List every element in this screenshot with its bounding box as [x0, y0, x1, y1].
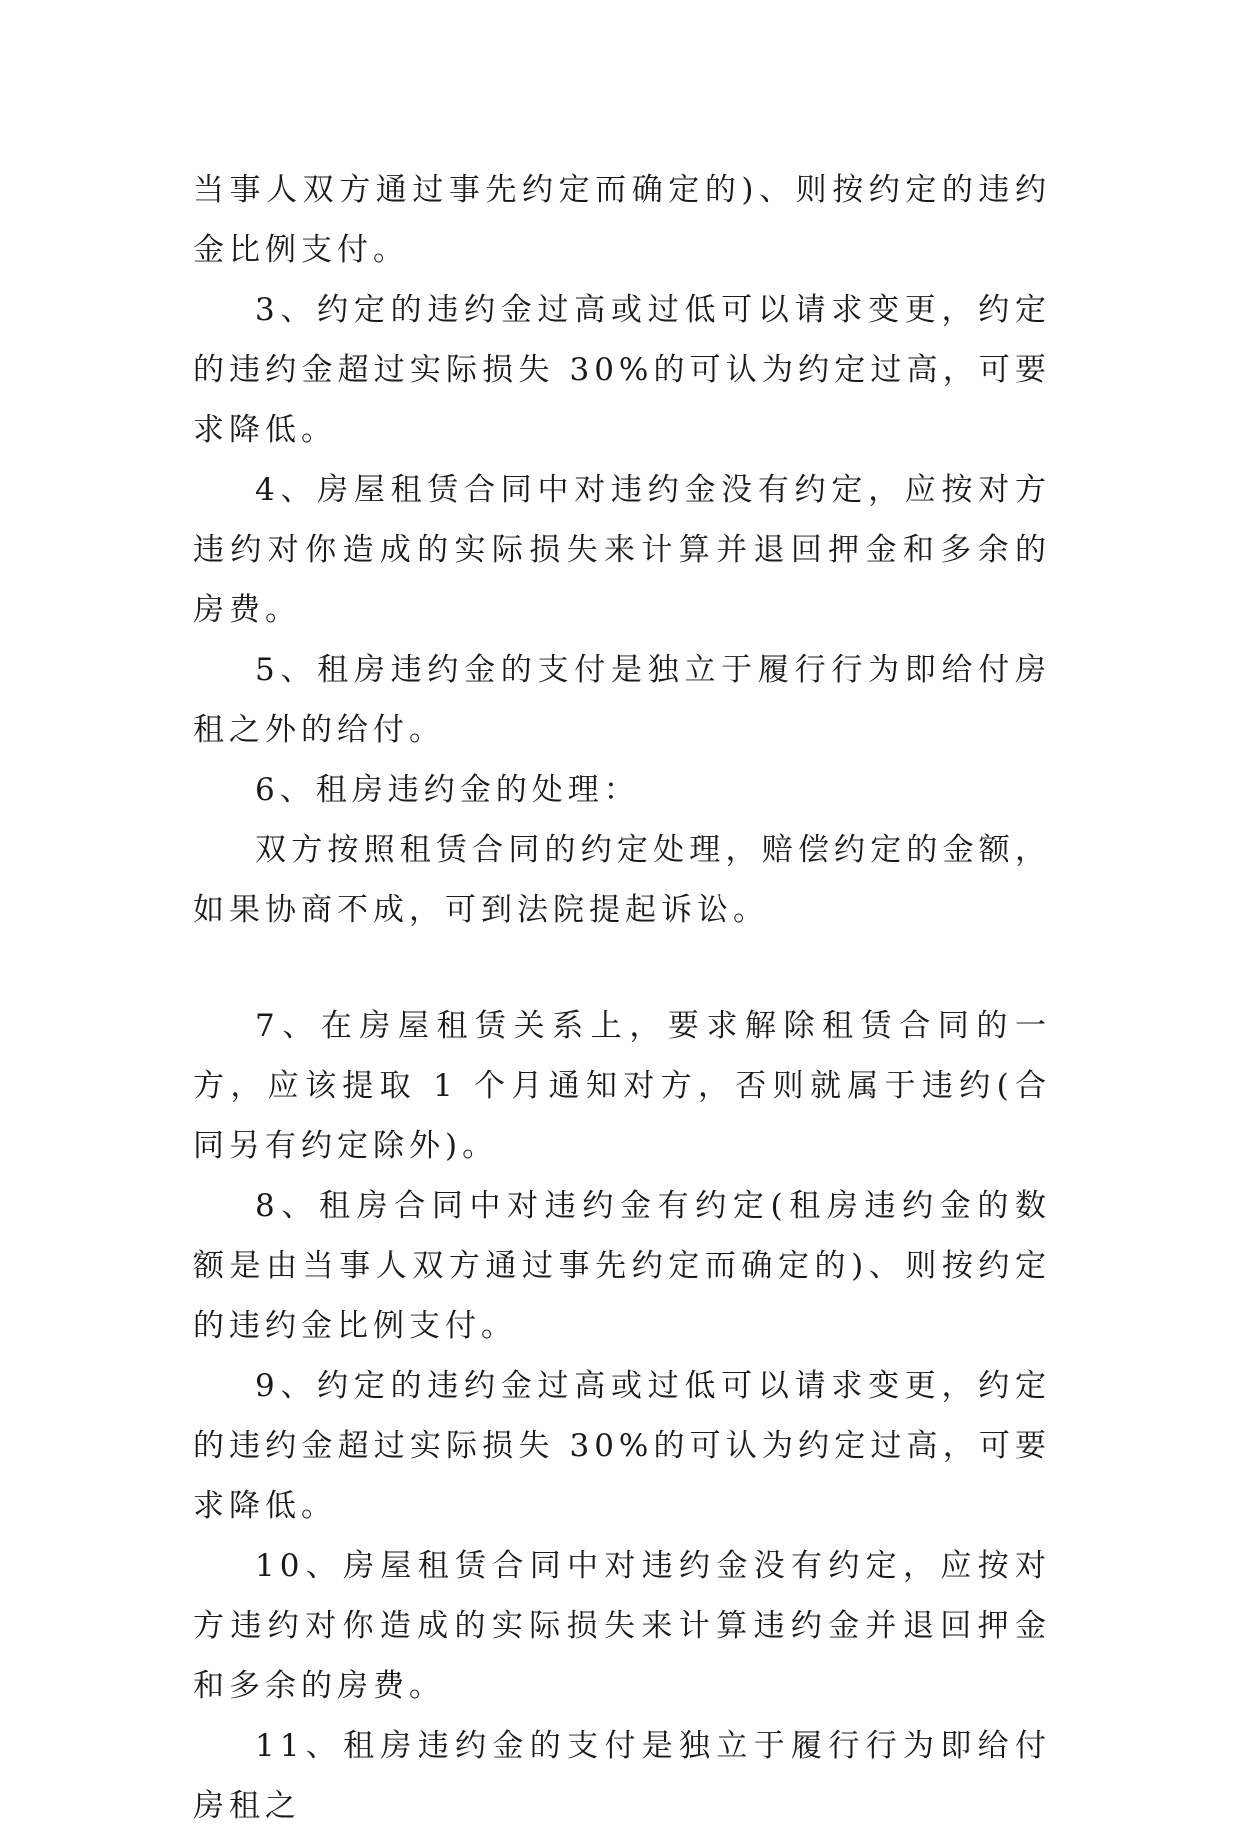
paragraph-4: 4、房屋租赁合同中对违约金没有约定，应按对方违约对你造成的实际损失来计算并退回押金和多余的房费。	[193, 472, 1051, 628]
paragraph-spacer	[193, 940, 1051, 996]
paragraph-11: 11、租房违约金的支付是独立于履行行为即给付房租之	[193, 1728, 1051, 1824]
document-body	[193, 160, 1051, 1836]
paragraph-6-heading: 6、租房违约金的处理：	[255, 772, 640, 808]
paragraph-8: 8、租房合同中对违约金有约定(租房违约金的数额是由当事人双方通过事先约定而确定的)、则按约定的违约金比例支付。	[193, 1188, 1051, 1344]
paragraph-10: 10、房屋租赁合同中对违约金没有约定，应按对方违约对你造成的实际损失来计算违约金并退回押金和多余的房费。	[193, 1548, 1051, 1704]
paragraph-3: 3、约定的违约金过高或过低可以请求变更，约定的违约金超过实际损失 30%的可认为约定过高，可要求降低。	[193, 292, 1051, 448]
paragraph-5: 5、租房违约金的支付是独立于履行行为即给付房租之外的给付。	[193, 652, 1051, 748]
paragraph-7: 7、在房屋租赁关系上，要求解除租赁合同的一方，应该提取 1 个月通知对方，否则就属于违约(合同另有约定除外)。	[193, 1008, 1051, 1164]
paragraph-6-body: 双方按照租赁合同的约定处理，赔偿约定的金额，如果协商不成，可到法院提起诉讼。	[193, 832, 1051, 928]
paragraph-payment-ratio-continued: 当事人双方通过事先约定而确定的)、则按约定的违约金比例支付。	[193, 172, 1051, 268]
paragraph-9: 9、约定的违约金过高或过低可以请求变更，约定的违约金超过实际损失 30%的可认为约定过高，可要求降低。	[193, 1368, 1051, 1524]
